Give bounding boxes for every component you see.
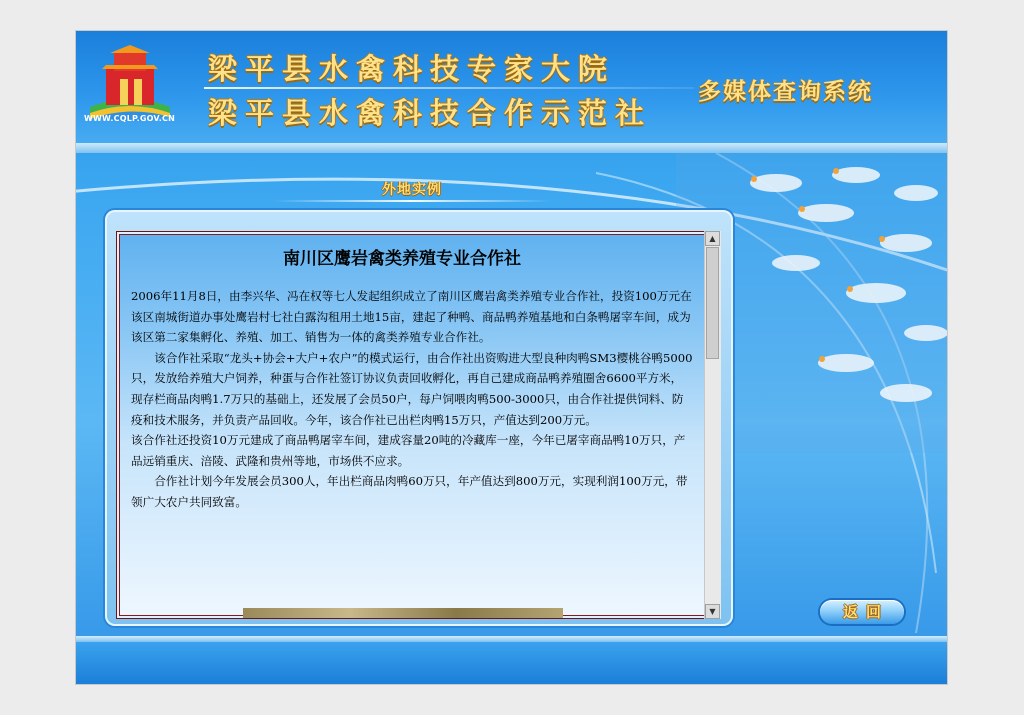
back-button-label: 返回 xyxy=(842,603,889,621)
title-divider xyxy=(204,87,694,89)
article-paragraph-1: 2006年11月8日，由李兴华、冯在权等七人发起组织成立了南川区鹰岩禽类养殖专业合作社，投资100万元在该区南城街道办事处鹰岩村七社白露沟租用土地15亩，建起了种鸭、商品鸭养殖基地和白条鸭屠宰车间，成为该区第二家集孵化、养殖、加工、销售为一体的禽类养殖专业合作社。 xyxy=(131,289,692,345)
article-body xyxy=(131,286,693,513)
footer-bar xyxy=(76,642,947,684)
scroll-down-icon[interactable]: ▼ xyxy=(705,604,720,619)
back-button[interactable] xyxy=(820,600,904,624)
title-line-2: 梁平县水禽科技合作示范社 xyxy=(208,96,653,130)
app-window xyxy=(76,31,947,684)
scroll-up-icon[interactable]: ▲ xyxy=(705,231,720,246)
header-stripe xyxy=(76,143,947,153)
article-scrollbar[interactable] xyxy=(704,231,721,619)
logo-url-text: WWW.CQLP.GOV.CN xyxy=(84,114,175,123)
article-paragraph-2: 该合作社采取“龙头+协会+大户+农户”的模式运行，由合作社出资购进大型良种肉鸭SM3樱桃谷鸭5000只，发放给养殖大户饲养，种蛋与合作社签订协议负责回收孵化，再自己建成商品鸭养殖圈舍6600平方米，现存栏商品肉鸭1.7万只的基础上，还发展了会员50户，每户饲喂肉鸭500-3000只，由合作社提供饲料、防疫和技术服务，并负责产品回收。今年，该合作社已出栏肉鸭15万只，产值达到200万元。 xyxy=(131,350,693,427)
title-line-1: 梁平县水禽科技专家大院 xyxy=(208,52,616,86)
article-title: 南川区鹰岩禽类养殖专业合作社 xyxy=(283,249,521,269)
article-photo xyxy=(243,608,563,618)
article-paragraph-3: 该合作社还投资10万元建成了商品鸭屠宰车间，建成容量20吨的冷藏库一座，今年已屠宰商品鸭10万只，产品远销重庆、涪陵、武隆和贵州等地，市场供不应求。 xyxy=(131,433,686,468)
article-paragraph-4: 合作社计划今年发展会员300人，年出栏商品肉鸭60万只，年产值达到800万元，实现利润100万元，带领广大农户共同致富。 xyxy=(131,474,688,509)
system-subtitle: 多媒体查询系统 xyxy=(698,79,873,105)
section-underline xyxy=(272,200,552,202)
section-title: 外地实例 xyxy=(382,182,442,198)
article-panel xyxy=(116,231,708,619)
scroll-thumb[interactable] xyxy=(706,247,719,359)
header-banner xyxy=(76,31,947,149)
